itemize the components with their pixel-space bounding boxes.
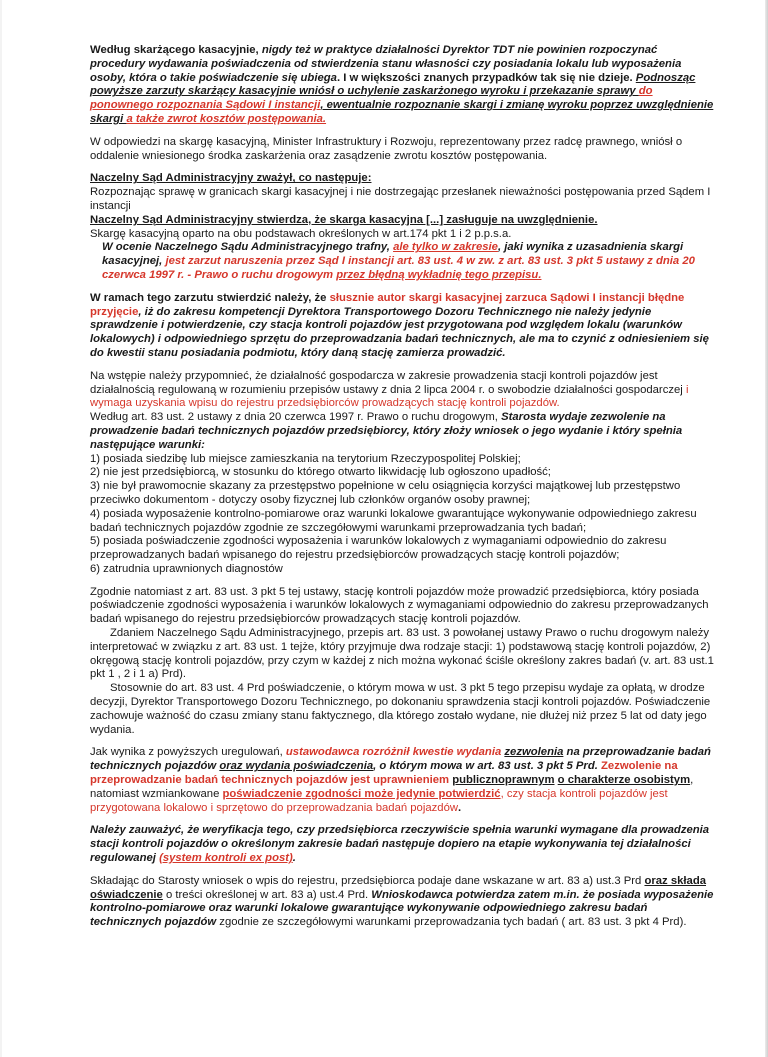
article-text: Stosownie do art. 83 ust. 4 Prd poświadczenie, o którym mowa w ust. 3 pkt 5 tego przepisu wydaje za opłatą, w drodze decyzji, Dyrektor Transportowego Dozoru Technicznego, po dokonaniu sprawdzenia stacji kontroli pojazdów. Poświadczenie zachowuje ważność do czasu zmiany stanu faktycznego, dla którego zostało wydane, nie dłużej niż przez 5 lat od daty jego wydania. (90, 682, 711, 736)
text-segment: słusznie autor skargi kasacyjnej zarzuca Sądowi I instancji błędne przyjęcie (90, 291, 685, 318)
text-segment: , jaki wynika z uzasadnienia skargi kasacyjnej, (102, 241, 684, 268)
text-segment: W ocenie Naczelnego Sądu Administracyjnego trafny, (102, 241, 394, 254)
text-segment: ustawodawca rozróżnił kwestie wydania (285, 746, 505, 759)
paragraph-verification (90, 824, 714, 865)
text-segment: , ewentualnie rozpoznanie skargi i zmianę wyroku poprzez uwzględnienie skargi (90, 99, 714, 125)
text-segment: (system kontroli ex post) (159, 852, 293, 865)
text-segment: a także zwrot kosztów postępowania. (126, 112, 327, 125)
condition-item: 2) nie jest przedsiębiorcą, w stosunku do którego otwarto likwidację lub ogłoszono upadłość; (90, 466, 551, 479)
text-segment: Podnosząc powyższe zarzuty skarżący kasacyjnie wniósł o uchylenie zaskarżonego wyroku i przekazanie sprawy (90, 71, 696, 98)
text-segment: oraz wydania poświadczenia (219, 760, 374, 773)
text-segment: , natomiast wzmiankowane (90, 774, 694, 800)
text-segment: , czy stacja kontroli pojazdów jest przygotowana lokalowo i sprzętowo do przeprowadzania badań pojazdów (90, 787, 668, 814)
text-segment: Jak wynika z powyższych uregulowań, (90, 746, 286, 759)
text-segment: o treści określonej w art. 83 a) ust.4 Prd. (162, 888, 372, 901)
text-segment: do ponownego rozpoznania Sądowi I instancji (90, 85, 653, 112)
text-segment: ale tylko w zakresie (393, 241, 498, 254)
text-segment: Według skarżącego kasacyjnie, (90, 44, 262, 56)
text-segment: oraz składa oświadczenie (90, 874, 707, 901)
court-heading-2: Naczelny Sąd Administracyjny stwierdza, że skarga kasacyjna [...] zasługuje na uwzględnienie. (90, 213, 598, 226)
text-segment: Wnioskodawca potwierdza zatem m.in. że posiada wyposażenie kontrolno-pomiarowe oraz warunki lokalowe gwarantujące wykonywanie odpowiedniego zakresu badań technicznych pojazdów (90, 888, 714, 929)
regulated-article (90, 411, 714, 452)
text-segment: zgodnie ze szczegółowymi warunkami przeprowadzania tych badań ( art. 83 ust. 3 pkt 4 Prd). (216, 916, 687, 929)
article-text: Zdaniem Naczelnego Sądu Administracyjnego, przepis art. 83 ust. 3 powołanej ustawy Prawo o ruchu drogowym należy interpretować w związku z art. 83 ust. 1 tejże, który przyjmuje dwa rodzaje stacji: 1) podstawową stację kontroli pojazdów, 2) okręgową stację kontroli pojazdów, przy czym w każdej z nich można wykonać ściśle określony zakres badań (v. art. 83 ust.1 pkt 1 , 2 i 1 a) Prd). (90, 627, 714, 681)
scan-shadow (0, 0, 2, 1057)
court-heading: Naczelny Sąd Administracyjny zważył, co następuje: (90, 172, 372, 185)
article-text: Zgodnie natomiast z art. 83 ust. 3 pkt 5 tej ustawy, stację kontroli pojazdów może prowadzić przedsiębiorca, który posiada poświadczenie zgodności wyposażenia i warunków lokalowych z wymaganiami odpowiednio do zakresu przeprowadzanych badań wpisanego do rejestru przedsiębiorców prowadzących stację kontroli pojazdów. (90, 585, 709, 626)
text-segment: . I w większości znanych przypadków tak się nie dzieje. (336, 71, 636, 84)
text-segment: o charakterze osobistym (557, 774, 691, 787)
paragraph-minister-response: W odpowiedzi na skargę kasacyjną, Minister Infrastruktury i Rozwoju, reprezentowany przez radcę prawnego, wniósł o oddalenie wniesionego środka zaskarżenia oraz zasądzenie zwrotu kosztów postępowania. (90, 135, 683, 162)
text-segment: przez błędną wykładnię tego przepisu. (336, 268, 542, 281)
text-segment: zezwolenia (504, 746, 564, 759)
condition-item: 6) zatrudnia uprawnionych diagnostów (90, 562, 283, 575)
paragraph-charge (90, 292, 714, 361)
paragraph-article-83 (90, 586, 714, 738)
text-segment: jest zarzut naruszenia przez Sąd I instancji art. 83 ust. 4 w zw. z art. 83 ust. 3 pkt 5 ustawy z dnia 20 czerwca 1997 r. - Prawo o ruchu drogowym (102, 255, 695, 281)
condition-item: 3) nie był prawomocnie skazany za przestępstwo popełnione w celu osiągnięcia korzyści majątkowej lub przestępstwo przeciwko dokumentom - dotyczy osoby fizycznej lub członków organów osoby prawnej; (90, 480, 681, 506)
paragraph-application (90, 875, 714, 930)
text-segment: W ramach tego zarzutu stwierdzić należy, że (90, 291, 330, 304)
regulated-intro (90, 370, 714, 411)
text-segment: Należy zauważyć, że weryfikacja tego, czy przedsiębiorca rzeczywiście spełnia warunki wymagane dla prowadzenia stacji kontroli pojazdów o określonym zakresie badań następuje dopiero na etapie wykonywania tej działalności regulowanej (90, 824, 710, 865)
paragraph-regulated-activity (90, 370, 714, 577)
paragraph-complainant-argument (90, 44, 714, 127)
text-segment: Na wstępie należy przypomnieć, że działalność gospodarcza w zakresie prowadzenia stacji kontroli pojazdów jest działalnością regulowaną w rozumieniu przepisów ustawy z dnia 2 lipca 2004 r. o swobodzie działalności gospodarczej (90, 369, 686, 396)
text-segment: poświadczenie zgodności może jedynie potwierdzić (222, 787, 501, 800)
section-court-findings (90, 172, 714, 282)
text-segment: . (292, 852, 296, 865)
condition-item: 1) posiada siedzibę lub miejsce zamieszkania na terytorium Rzeczypospolitej Polskiej; (90, 452, 521, 465)
text-segment: , o którym mowa w art. 83 ust. 3 pkt 5 Prd. (373, 760, 602, 773)
text-segment: na przeprowadzanie badań technicznych pojazdów (90, 746, 711, 773)
text-segment: Składając do Starosty wniosek o wpis do rejestru, przedsiębiorca podaje dane wskazane w art. 83 a) ust.3 Prd (90, 874, 645, 887)
text-segment: Zezwolenie na przeprowadzanie badań technicznych pojazdów jest uprawnieniem (90, 760, 678, 787)
text-segment: Starosta wydaje zezwolenie na prowadzenie badań technicznych pojazdów przedsiębiorcy, który złoży wniosek o jego wydanie i który spełnia następujące warunki: (90, 411, 683, 451)
text-segment: publicznoprawnym (452, 774, 555, 787)
court-line-2: Skargę kasacyjną oparto na obu podstawach określonych w art.174 pkt 1 i 2 p.p.s.a. (90, 227, 512, 240)
text-segment: . (458, 801, 462, 814)
court-line: Rozpoznając sprawę w granicach skargi kasacyjnej i nie dostrzegając przesłanek nieważności postępowania przed Sądem I instancji (90, 186, 711, 212)
text-segment: , iż do zakresu kompetencji Dyrektora Transportowego Dozoru Technicznego nie należy jedynie sprawdzenie i potwierdzenie, czy stacja kontroli pojazdów jest przygotowana pod względem lokalu (warunków lokalowych) i odpowiedniego sprzętu do przeprowadzania badań technicznych, ale ma to czynić z odniesieniem się do kwestii stanu posiadania podmiotu, który daną stację zamierza prowadzić. (90, 305, 709, 359)
text-segment: i wymaga uzyskania wpisu do rejestru przedsiębiorców prowadzących stację kontroli pojazdów. (90, 383, 689, 410)
court-assessment (90, 241, 714, 282)
condition-item: 4) posiada wyposażenie kontrolno-pomiarowe oraz warunki lokalowe gwarantujące wykonywanie odpowiedniego zakresu badań technicznych pojazdów zgodnie ze szczegółowymi warunkami przeprowadzania tych badań; (90, 507, 697, 534)
text-segment: nigdy też w praktyce działalności Dyrektor TDT nie powinien rozpoczynać procedury wydawania poświadczenia od stwierdzenia stanu własności czy posiadania lokalu lub wyposażenia osoby, która o takie poświadczenie się ubiega (90, 44, 682, 84)
paragraph-distinction (90, 746, 714, 815)
text-segment: Według art. 83 ust. 2 ustawy z dnia 20 czerwca 1997 r. Prawo o ruchu drogowym, (90, 411, 502, 424)
condition-item: 5) posiada poświadczenie zgodności wyposażenia i warunków lokalowych z wymaganiami odpowiednio do zakresu przeprowadzanych badań wpisanego do rejestru przedsiębiorców prowadzących stację kontroli pojazdów; (90, 535, 667, 562)
